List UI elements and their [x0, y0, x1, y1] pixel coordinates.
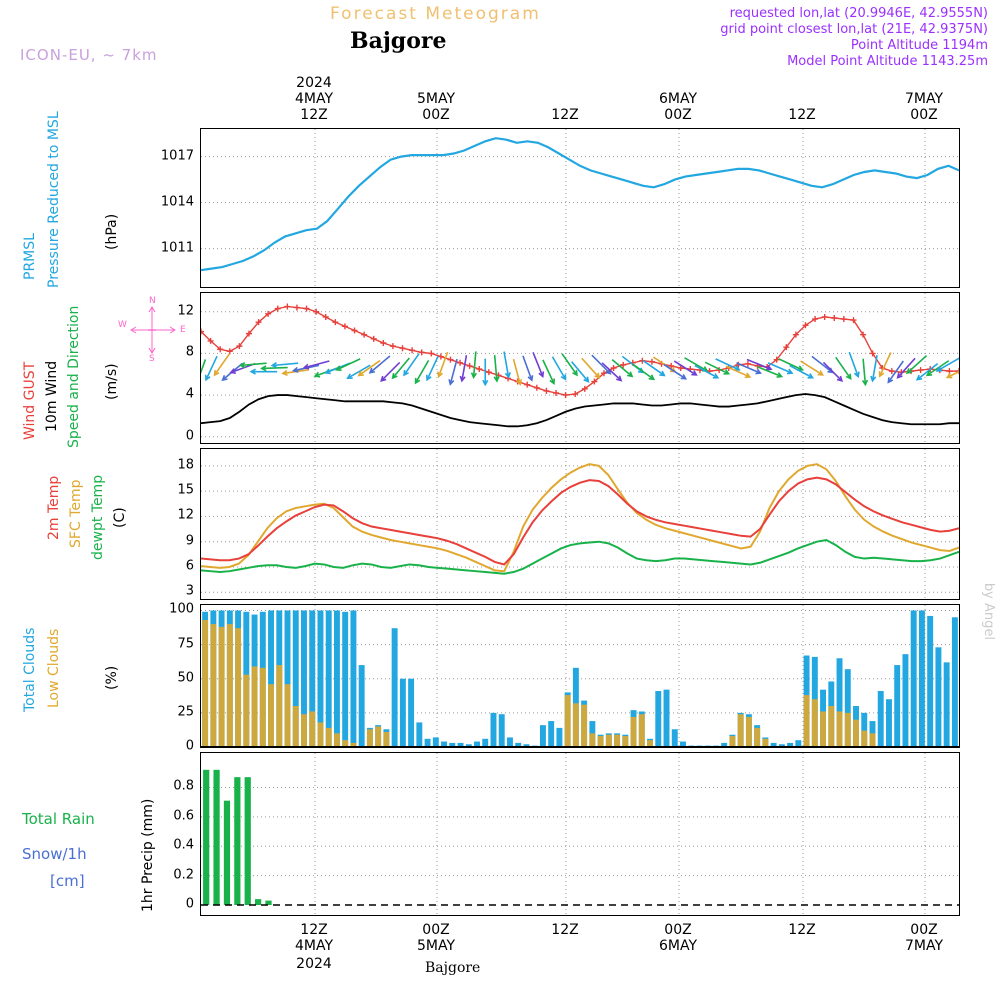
y-tick-label: 25 — [177, 704, 194, 720]
y-tick-label: 18 — [177, 457, 194, 473]
y-tick-label: 75 — [177, 636, 194, 652]
page-title: Bajgore — [350, 28, 447, 54]
y-tick-label: 1014 — [160, 194, 194, 210]
y-tick-label: 15 — [177, 482, 194, 498]
info-line-model-altitude: Model Point Altitude 1143.25m — [787, 54, 988, 69]
bottom-time-axis — [200, 920, 960, 980]
panel-clouds — [200, 604, 960, 748]
temp-2m-label: 2m Temp — [46, 475, 62, 540]
watermark: by Angel — [981, 582, 996, 640]
bottom-axis-hour-1: 00Z — [422, 922, 450, 938]
prmsl-label-short: PRMSL — [22, 233, 38, 280]
total-rain-label: Total Rain — [22, 810, 95, 828]
total-clouds-label: Total Clouds — [22, 627, 38, 712]
y-tick-label: 4 — [185, 386, 194, 402]
prmsl-label-long: Pressure Reduced to MSL — [46, 111, 62, 288]
location-info — [720, 6, 988, 70]
clouds-unit: (%) — [104, 665, 120, 690]
panel-precip — [200, 752, 960, 916]
top-axis-hour-2: 12Z — [551, 107, 579, 123]
bottom-axis-day-1: 5MAY — [416, 938, 456, 954]
bottom-axis-hour-0: 12Z — [300, 922, 328, 938]
top-axis-hour-3: 00Z — [664, 107, 692, 123]
y-tick-label: 0 — [185, 428, 194, 444]
temp-sfc-label: SFC Temp — [68, 479, 84, 548]
low-clouds-label: Low Clouds — [46, 628, 62, 708]
wind-plot — [201, 293, 959, 443]
y-tick-label: 0.8 — [173, 778, 194, 794]
y-tick-label: 0.6 — [173, 808, 194, 824]
bottom-axis-hour-5: 00Z — [910, 922, 938, 938]
top-axis-hour-5: 00Z — [910, 107, 938, 123]
info-line-requested: requested lon,lat (20.9946E, 42.9555N) — [729, 6, 988, 21]
top-axis-day-1: 5MAY — [416, 91, 456, 107]
wind-gust-label: Wind GUST — [22, 361, 38, 440]
top-axis-hour-1: 00Z — [422, 107, 450, 123]
info-line-point-altitude: Point Altitude 1194m — [850, 38, 988, 53]
temp-unit: (C) — [112, 507, 128, 528]
wind-dir-label: Speed and Direction — [66, 305, 82, 448]
y-tick-label: 0.4 — [173, 837, 194, 853]
precip-plot — [201, 753, 959, 915]
top-time-axis — [200, 76, 960, 126]
wind-10m-label: 10m Wind — [44, 360, 60, 432]
panel-prmsl — [200, 128, 960, 288]
model-label: ICON-EU, ~ 7km — [20, 46, 158, 64]
wind-compass — [118, 296, 188, 368]
y-tick-label: 0 — [185, 896, 194, 912]
y-tick-label: 12 — [177, 507, 194, 523]
top-axis-day-3: 6MAY — [658, 91, 698, 107]
bottom-axis-hour-3: 00Z — [664, 922, 692, 938]
y-tick-label: 9 — [185, 533, 194, 549]
y-tick-label: 12 — [177, 303, 194, 319]
prmsl-unit: (hPa) — [104, 213, 120, 250]
bottom-axis-day-3: 6MAY — [658, 938, 698, 954]
bottom-axis-year: 2024 — [296, 956, 332, 972]
y-tick-label: 50 — [177, 670, 194, 686]
temp-dewpt-label: dewpt Temp — [90, 474, 106, 560]
top-axis-hour-4: 12Z — [788, 107, 816, 123]
top-axis-year: 2024 — [296, 75, 332, 91]
wind-unit: (m/s) — [104, 363, 120, 400]
top-axis-day-5: 7MAY — [904, 91, 944, 107]
y-tick-label: 1017 — [160, 148, 194, 164]
clouds-plot — [201, 605, 959, 747]
station-name-bottom: Bajgore — [425, 960, 481, 976]
y-tick-label: 8 — [185, 344, 194, 360]
snow-unit-label: [cm] — [50, 872, 85, 890]
y-tick-label: 3 — [185, 583, 194, 599]
bottom-axis-hour-4: 12Z — [788, 922, 816, 938]
compass-cross-icon — [118, 296, 188, 368]
top-axis-hour-0: 12Z — [300, 107, 328, 123]
temperature-plot — [201, 449, 959, 599]
bottom-axis-day-5: 7MAY — [904, 938, 944, 954]
top-axis-day-0: 4MAY — [294, 91, 334, 107]
bottom-axis-hour-2: 12Z — [551, 922, 579, 938]
bottom-axis-day-0: 4MAY — [294, 938, 334, 954]
y-tick-label: 100 — [169, 601, 194, 617]
compass-south-label: S — [149, 354, 155, 364]
y-tick-label: 6 — [185, 558, 194, 574]
info-line-gridpoint: grid point closest lon,lat (21E, 42.9375N) — [720, 22, 988, 37]
compass-north-label: N — [149, 296, 156, 306]
compass-east-label: E — [180, 325, 186, 335]
compass-west-label: W — [118, 320, 127, 330]
y-tick-label: 1011 — [160, 240, 194, 256]
forecast-meteogram-label: Forecast Meteogram — [330, 4, 541, 24]
panel-wind — [200, 292, 960, 444]
precip-unit: 1hr Precip (mm) — [140, 798, 156, 912]
panel-temperature — [200, 448, 960, 600]
snow-label: Snow/1h — [22, 845, 87, 863]
y-tick-label: 0.2 — [173, 867, 194, 883]
prmsl-plot — [201, 129, 959, 287]
y-tick-label: 0 — [185, 738, 194, 754]
